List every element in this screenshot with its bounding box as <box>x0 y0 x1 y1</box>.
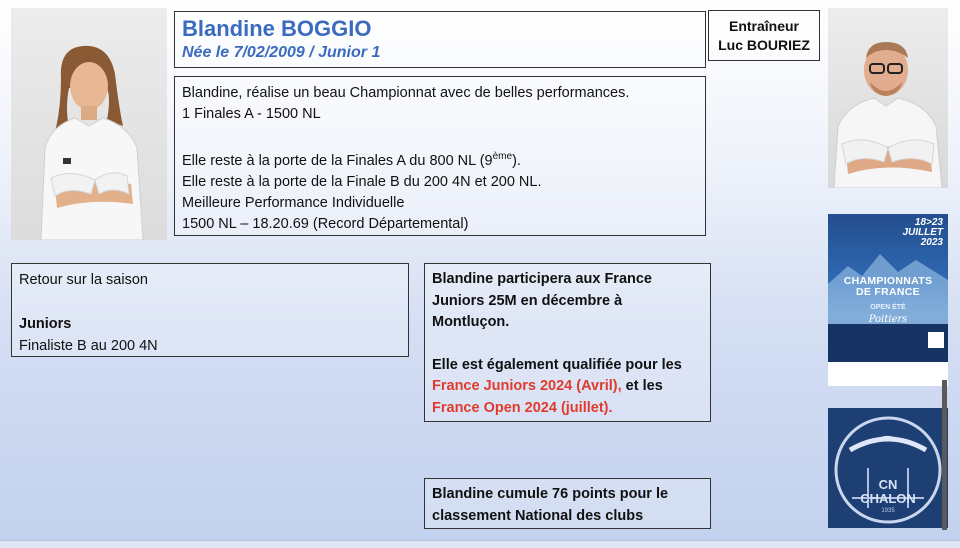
news-highlight-juniors: France Juniors 2024 (Avril), <box>432 378 622 394</box>
spacer <box>432 334 703 355</box>
coach-role: Entraîneur <box>728 18 799 34</box>
club-logo-line-2: CHALON <box>860 491 916 506</box>
poster-dates-year: 2023 <box>920 237 943 248</box>
line-800-text: Elle reste à la porte de la Finales A du 800 NL (9 <box>182 152 493 169</box>
performance-line-200: Elle reste à la porte de la Finale B du 200 4N et 200 NL. <box>182 173 542 190</box>
season-category: Juniors <box>19 316 72 332</box>
athlete-header <box>174 11 706 68</box>
coach-photo <box>828 8 948 188</box>
poster-title-line-1: CHAMPIONNATS <box>843 275 933 287</box>
spacer <box>182 125 698 146</box>
club-logo-line-1: CN <box>878 477 898 492</box>
performance-best-label: Meilleure Performance Individuelle <box>182 194 405 211</box>
season-title: Retour sur la saison <box>19 272 148 288</box>
season-result: Finaliste B au 200 4N <box>19 338 158 354</box>
coach-illustration <box>828 8 948 188</box>
championship-poster <box>828 214 948 386</box>
club-logo-text <box>828 478 948 506</box>
athlete-photo <box>11 8 167 240</box>
line-800-end: ). <box>512 152 521 169</box>
athlete-illustration <box>11 8 167 240</box>
spacer <box>19 291 401 313</box>
club-points: Blandine cumule 76 points pour le classement National des clubs <box>424 478 711 529</box>
poster-title <box>828 276 948 298</box>
poster-sponsor-strip <box>828 362 948 386</box>
club-logo-year: 1935 <box>881 508 895 514</box>
poster-dates-month: JUILLET <box>902 227 943 238</box>
poster-subtitle: OPEN ÉTÉ <box>870 304 906 311</box>
news-paragraph-2 <box>432 355 703 420</box>
qr-code-icon <box>928 332 944 348</box>
poster-dates-days: 18>23 <box>914 217 943 228</box>
upcoming-competitions <box>424 263 711 422</box>
news-highlight-open: France Open 2024 (juillet). <box>432 399 613 416</box>
athlete-name: Blandine BOGGIO <box>182 16 372 41</box>
superscript-rank: ème <box>492 151 513 162</box>
poster-title-line-2: DE FRANCE <box>856 286 920 298</box>
performance-intro: Blandine, réalise un beau Championnat avec de belles performances. <box>182 85 630 101</box>
performance-summary <box>174 76 706 236</box>
news-p2-text: Elle est également qualifiée pour les <box>432 356 682 373</box>
athlete-birth-line: Née le 7/02/2009 / Junior 1 <box>182 44 381 61</box>
performance-finals: 1 Finales A - 1500 NL <box>182 106 321 122</box>
club-logo <box>828 408 948 528</box>
season-review <box>11 263 409 357</box>
performance-record: 1500 NL – 18.20.69 (Record Départemental) <box>182 215 469 232</box>
news-p2-mid: et les <box>621 378 663 394</box>
performance-line-800 <box>182 146 698 172</box>
poster-city: Poitiers <box>868 314 908 325</box>
news-paragraph-1: Blandine participera aux France Juniors 25M en décembre à Montluçon. <box>432 271 652 330</box>
poster-dates <box>902 218 943 248</box>
scrollbar[interactable] <box>942 380 947 530</box>
coach-box <box>708 10 820 61</box>
coach-name: Luc BOURIEZ <box>718 37 810 53</box>
